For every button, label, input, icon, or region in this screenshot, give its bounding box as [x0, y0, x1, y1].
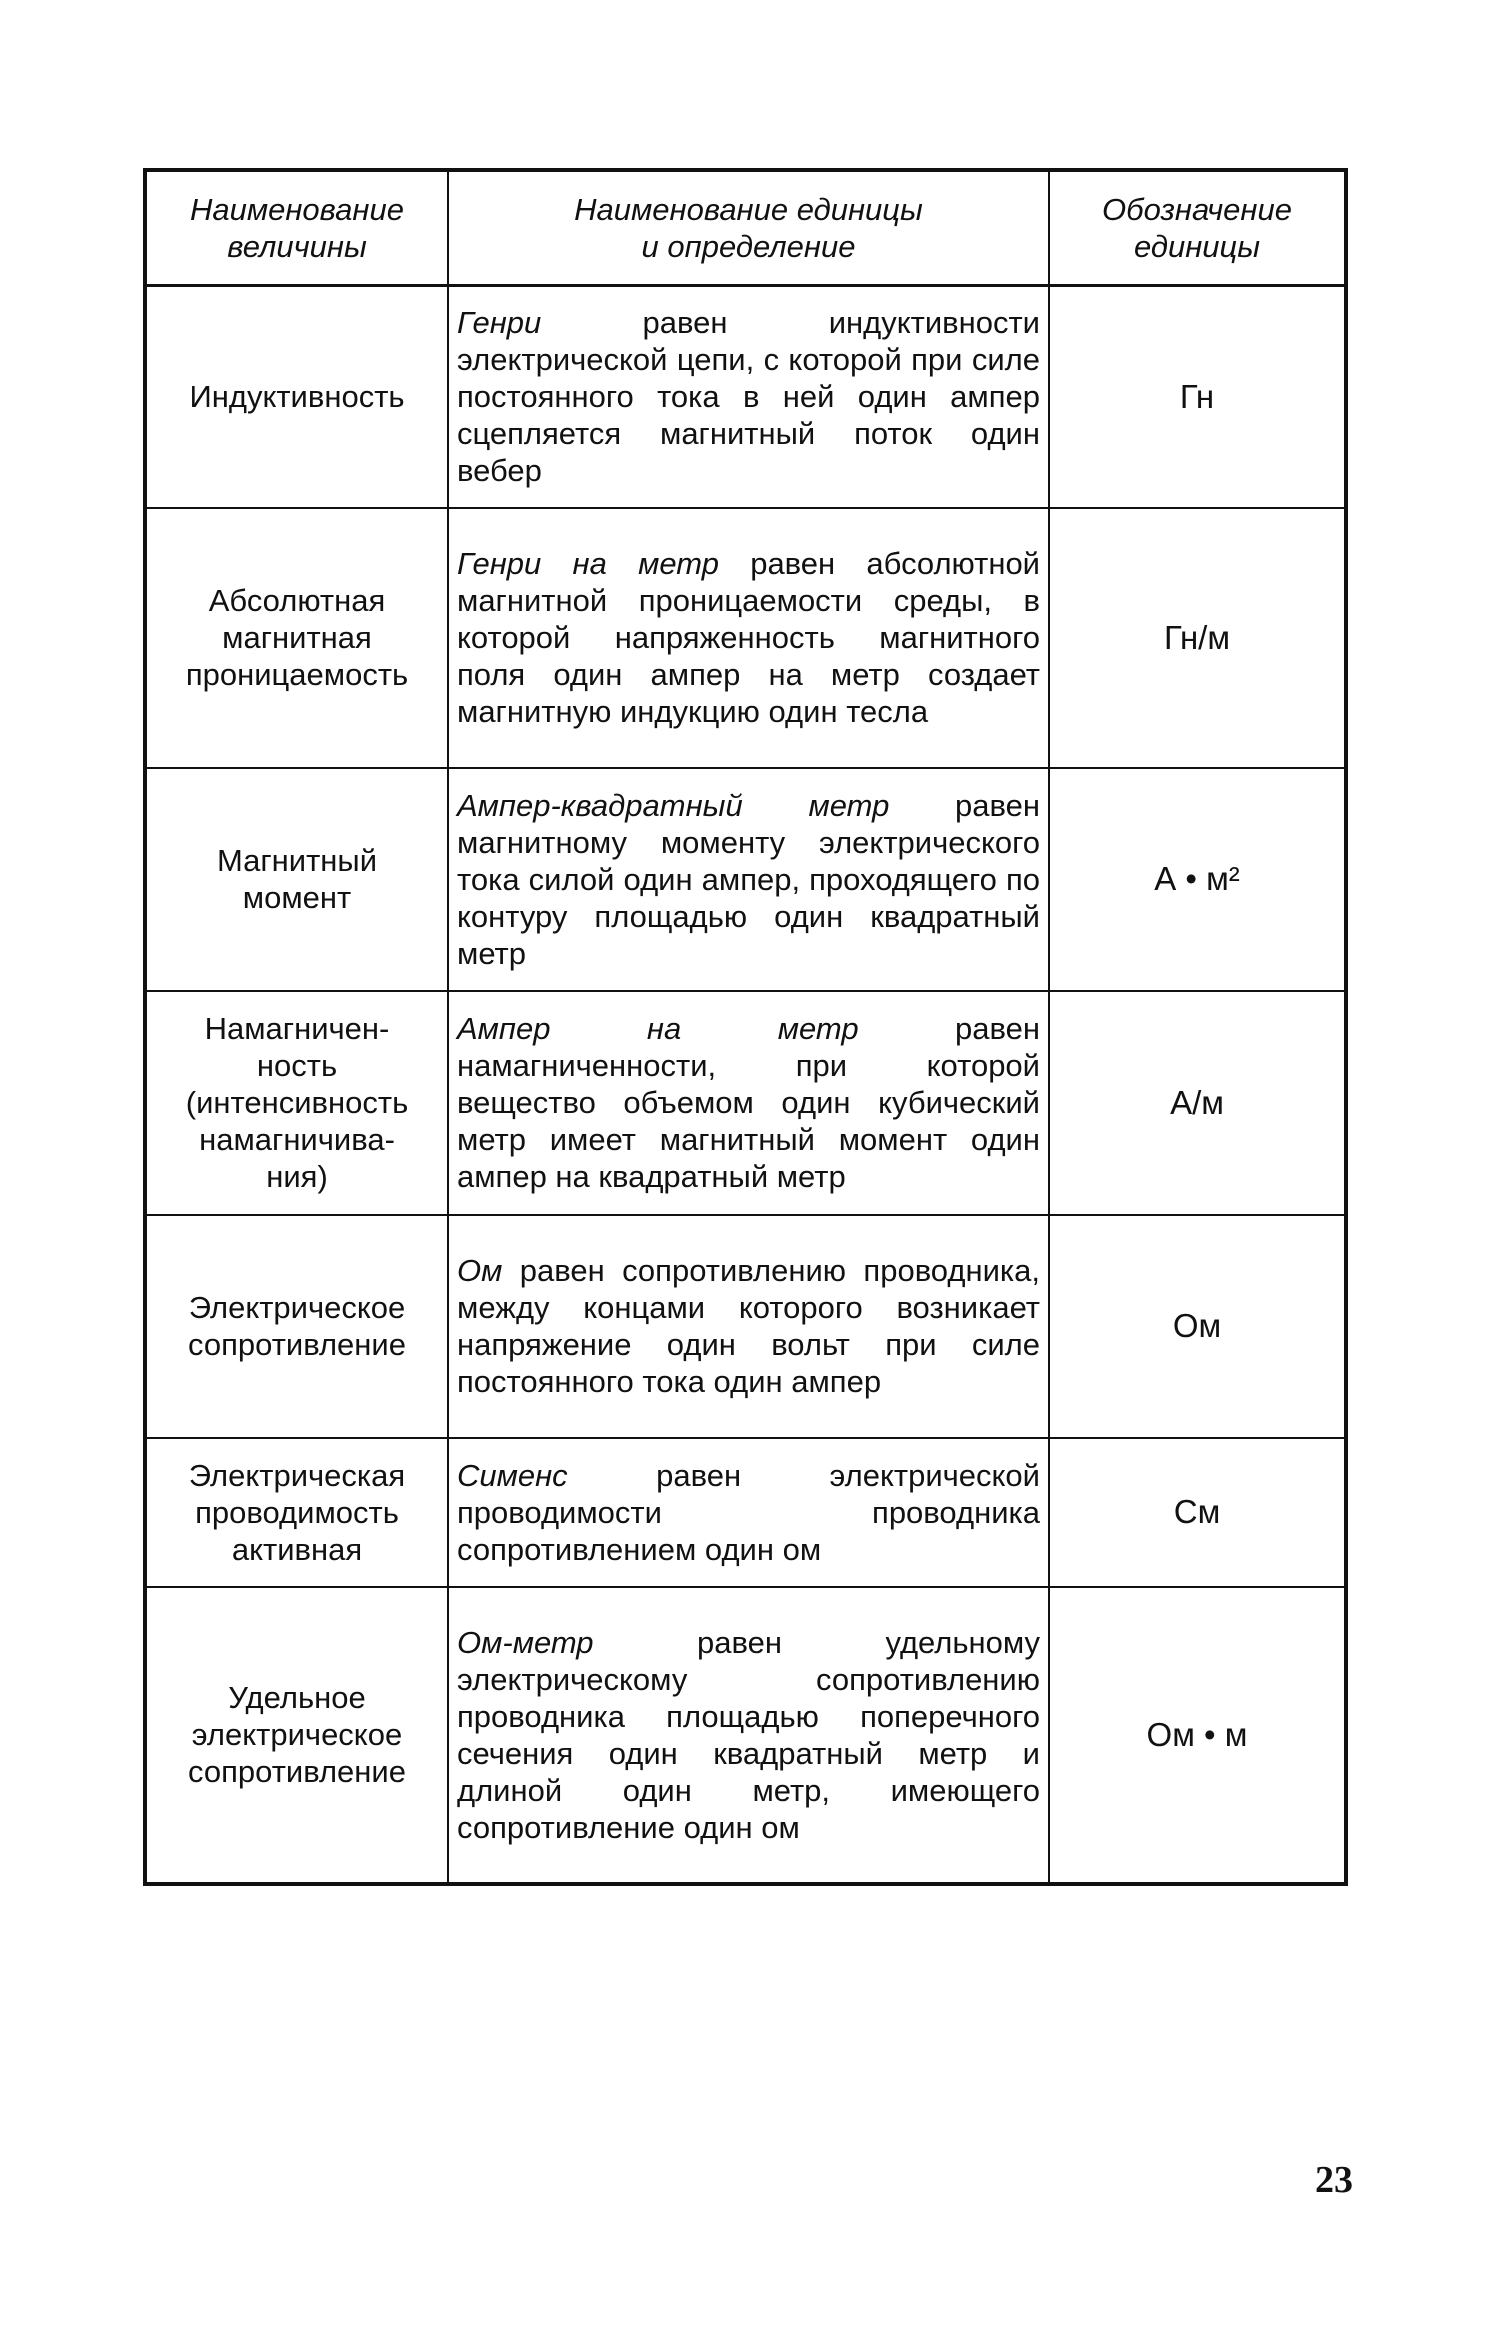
unit-name: Генри — [457, 305, 542, 341]
definition-text: равен индуктивности электрической цепи, с которой при силе постоянного тока в ней один ампер сцепляется магнитный поток один вебер — [457, 305, 1040, 489]
symbol-cell: См — [1049, 1438, 1346, 1587]
symbol-cell: Ом • м — [1049, 1587, 1346, 1884]
header-quantity-line: Наименование — [190, 192, 404, 227]
header-symbol-line: единицы — [1133, 229, 1261, 264]
definition-cell — [448, 1587, 1049, 1884]
definition-text: равен намагниченности, при которой вещество объемом один кубический метр имеет магнитный момент один ампер на квадратный метр — [457, 1011, 1041, 1194]
quantity-line: проницаемость — [185, 657, 409, 692]
table-row — [145, 1215, 1346, 1438]
table-row — [145, 1587, 1346, 1884]
symbol-cell: А/м — [1049, 991, 1346, 1215]
table-row — [145, 508, 1346, 768]
quantity-line: ность — [256, 1048, 338, 1083]
quantity-line: Индуктивность — [189, 379, 405, 415]
quantity-line: электрическое — [191, 1717, 403, 1752]
header-quantity-line: величины — [227, 229, 367, 264]
definition-cell — [448, 768, 1049, 991]
definition-cell — [448, 991, 1049, 1215]
header-quantity — [145, 170, 448, 286]
table-row — [145, 1438, 1346, 1587]
definition-cell — [448, 286, 1049, 508]
definition-text: равен электрической проводимости проводника сопротивлением один ом — [457, 1457, 1040, 1567]
quantity-line: сопротивление — [188, 1754, 406, 1789]
header-symbol-line: Обозначение — [1102, 192, 1292, 227]
unit-name: Генри на метр — [457, 546, 719, 581]
definition-text: равен абсолютной магнитной проницаемости среды, в которой напряженность магнитного поля один ампер на метр создает магнитную индукцию один тесла — [457, 546, 1041, 729]
unit-name: Ом — [457, 1253, 503, 1288]
quantity-line: сопротивление — [188, 1327, 406, 1362]
quantity-line: (интенсивность — [185, 1085, 409, 1120]
quantity-line: Удельное — [228, 1680, 366, 1715]
quantity-line: Электрическое — [188, 1290, 406, 1325]
symbol-cell: А • м² — [1049, 768, 1346, 991]
page-number: 23 — [1315, 2159, 1353, 2201]
symbol-cell: Гн — [1049, 286, 1346, 508]
table-header-row — [145, 170, 1346, 286]
definition-cell — [448, 1438, 1049, 1587]
quantity-cell — [145, 991, 448, 1215]
quantity-cell — [145, 508, 448, 768]
quantity-line: Магнитный — [216, 843, 378, 878]
header-definition — [448, 170, 1049, 286]
table-row — [145, 991, 1346, 1215]
quantity-line: проводимость — [195, 1494, 399, 1530]
unit-name: Ампер на метр — [457, 1011, 859, 1046]
quantity-cell — [145, 1438, 448, 1587]
quantity-line: Электрическая — [188, 1457, 406, 1493]
header-definition-line: и определение — [641, 229, 856, 264]
quantity-line: магнитная — [222, 620, 372, 655]
quantity-cell — [145, 768, 448, 991]
units-table — [143, 168, 1348, 1886]
header-symbol — [1049, 170, 1346, 286]
quantity-line: ния) — [266, 1159, 328, 1194]
quantity-cell — [145, 1215, 448, 1438]
definition-cell — [448, 508, 1049, 768]
quantity-cell — [145, 286, 448, 508]
definition-text: равен сопротивлению проводника, между концами которого возникает напряжение один вольт при силе постоянного тока один ампер — [457, 1253, 1040, 1399]
quantity-line: намагничива- — [199, 1122, 395, 1157]
unit-name: Ом-метр — [457, 1624, 594, 1660]
header-definition-line: Наименование единицы — [574, 192, 923, 227]
quantity-line: Намагничен- — [204, 1011, 390, 1046]
definition-text: равен удельному электрическому сопротивлению проводника площадью поперечного сечения один квадратный метр и длиной один метр, имеющего сопротивление один ом — [457, 1624, 1040, 1845]
definition-text: равен магнитному моменту электрического тока силой один ампер, проходящего по контуру площадью один квадратный метр — [457, 787, 1040, 971]
unit-name: Ампер-квадратный метр — [457, 787, 890, 823]
quantity-line: момент — [242, 880, 352, 915]
definition-cell — [448, 1215, 1049, 1438]
table-row — [145, 768, 1346, 991]
table-row — [145, 286, 1346, 508]
quantity-line: активная — [231, 1531, 363, 1567]
symbol-cell: Ом — [1049, 1215, 1346, 1438]
quantity-cell — [145, 1587, 448, 1884]
quantity-line: Абсолютная — [208, 583, 386, 618]
unit-name: Сименс — [457, 1457, 568, 1493]
symbol-cell: Гн/м — [1049, 508, 1346, 768]
